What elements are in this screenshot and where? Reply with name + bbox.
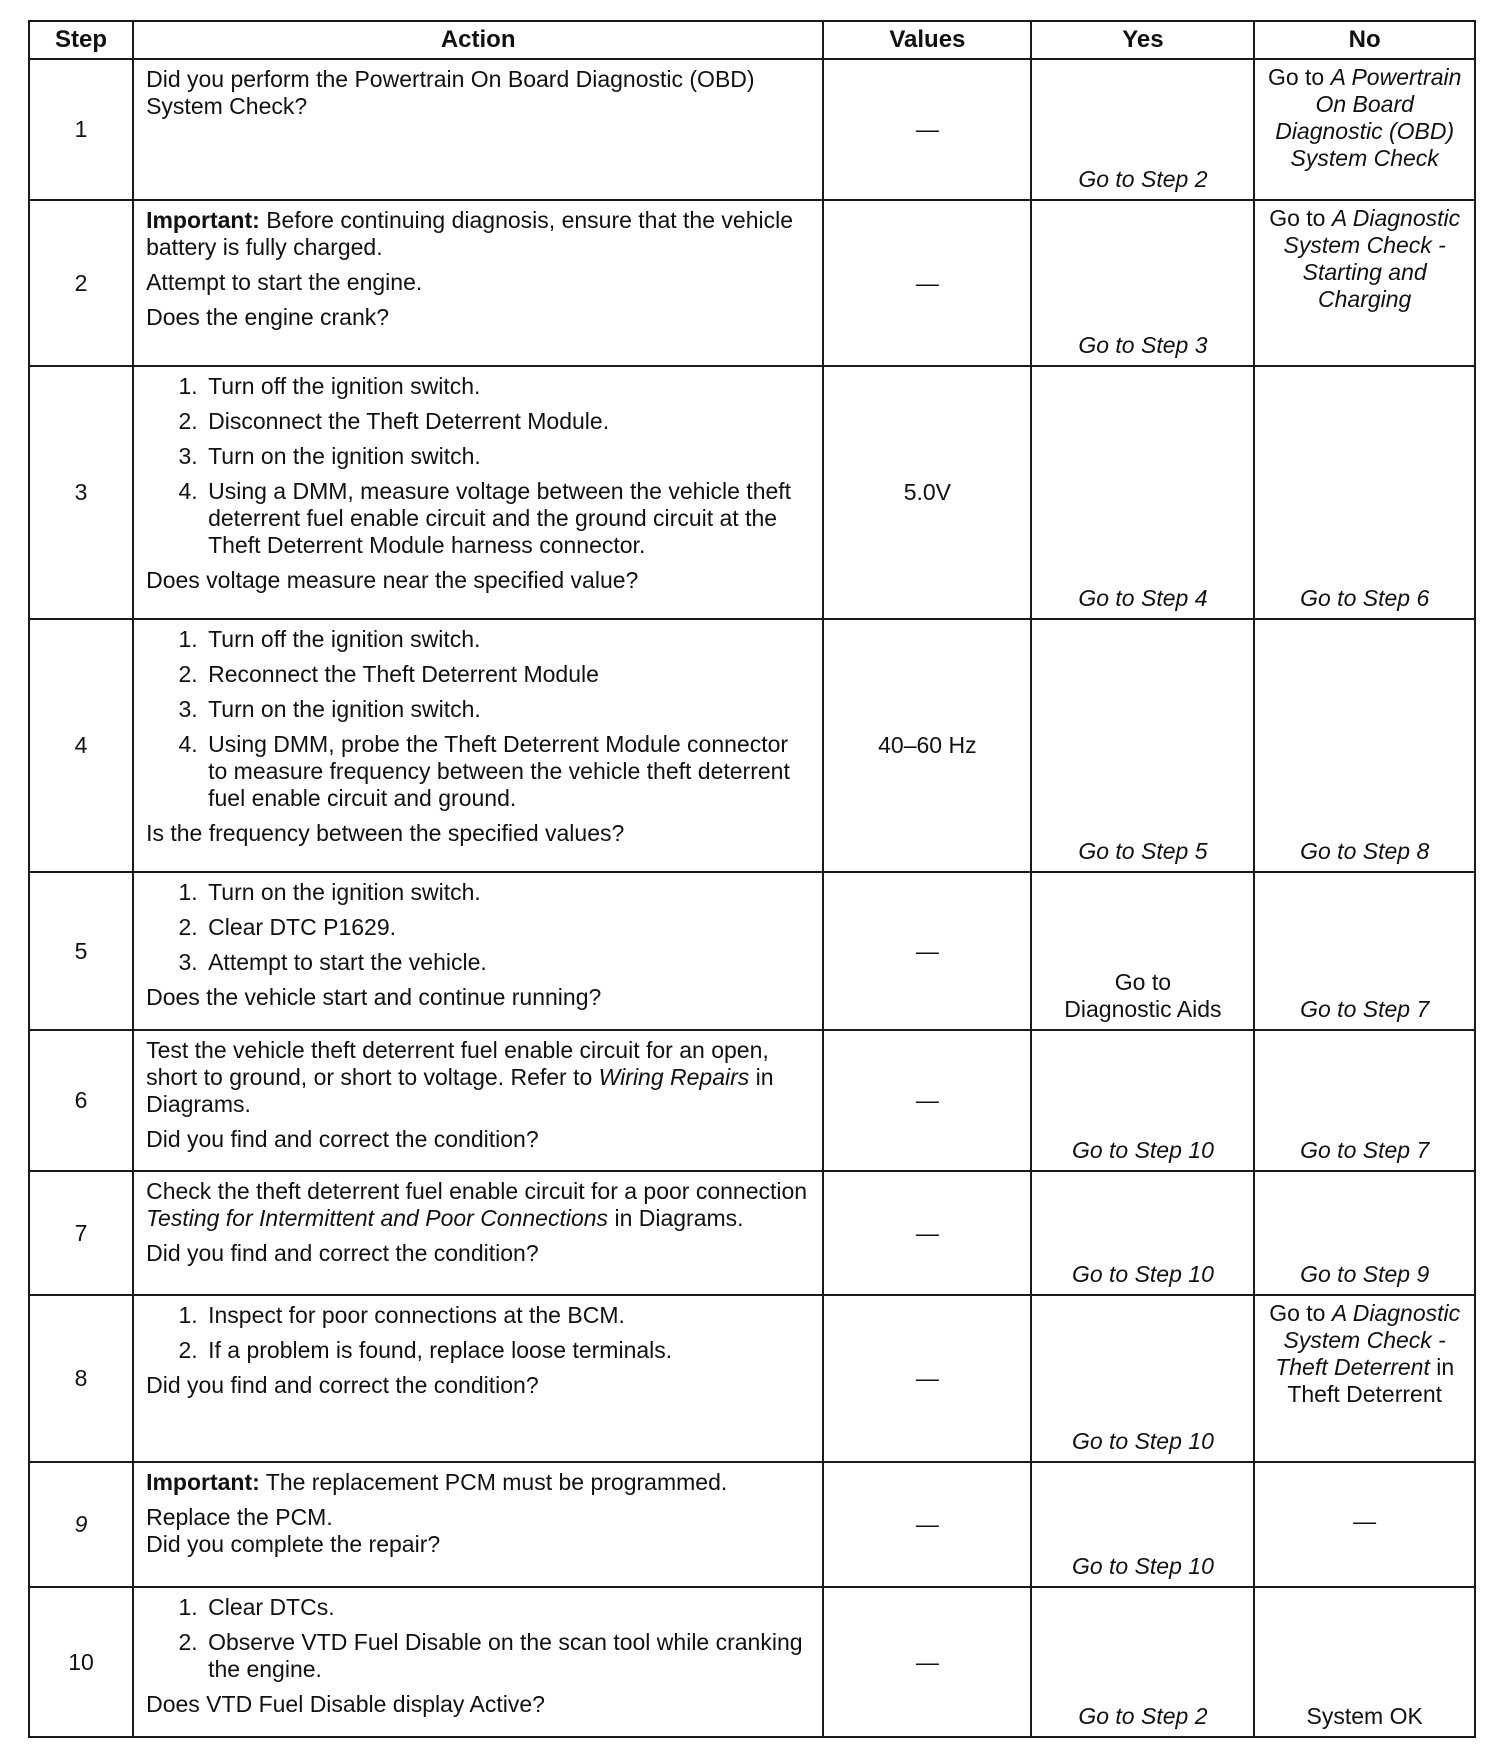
important-note	[146, 207, 812, 261]
no-link[interactable]: Go to Step 9	[1254, 1171, 1475, 1295]
no-link[interactable]	[1254, 59, 1475, 200]
instruction-text: in Diagrams.	[146, 1064, 774, 1118]
table-row	[29, 59, 1475, 200]
step-number: 3	[29, 366, 133, 619]
yes-link[interactable]	[1031, 872, 1254, 1030]
important-note	[146, 1469, 812, 1496]
no-link[interactable]: Go to Step 7	[1254, 872, 1475, 1030]
no-result: System OK	[1254, 1587, 1475, 1737]
list-item: 2. Reconnect the Theft Deterrent Module	[204, 661, 812, 688]
instruction-text: Check the theft deterrent fuel enable circuit for a poor connection	[146, 1178, 808, 1205]
step-number: 10	[29, 1587, 133, 1737]
table-row	[29, 1030, 1475, 1171]
action-question: Does voltage measure near the specified value?	[146, 567, 639, 594]
action-question: Did you perform the Powertrain On Board Diagnostic (OBD) System Check?	[146, 66, 755, 119]
header-row	[29, 21, 1475, 59]
no-link[interactable]: Go to Step 6	[1254, 366, 1475, 619]
action-question: Did you complete the repair?	[146, 1530, 441, 1557]
no-link[interactable]	[1254, 200, 1475, 367]
table-row	[29, 366, 1475, 619]
no-value: —	[1254, 1462, 1475, 1588]
value-cell: —	[823, 1462, 1031, 1588]
action-cell	[133, 59, 823, 200]
value-cell: 5.0V	[823, 366, 1031, 619]
step-number: 8	[29, 1295, 133, 1462]
yes-link[interactable]: Go to Step 10	[1031, 1171, 1254, 1295]
table-row	[29, 1462, 1475, 1588]
no-link[interactable]	[1254, 1295, 1475, 1462]
yes-link[interactable]: Go to Step 5	[1031, 619, 1254, 872]
no-link[interactable]: Go to Step 8	[1254, 619, 1475, 872]
action-cell	[133, 1462, 823, 1588]
value-cell: —	[823, 1030, 1031, 1171]
list-item: 3. Turn on the ignition switch.	[204, 443, 812, 470]
value-cell: —	[823, 872, 1031, 1030]
list-item: 4. Using a DMM, measure voltage between the vehicle theft deterrent fuel enable circuit and the ground circuit at the Theft Deterrent Module harness connector.	[204, 478, 812, 559]
table-row	[29, 1171, 1475, 1295]
no-link-suffix: in Theft Deterrent	[1287, 1354, 1455, 1408]
list-item: 3. Turn on the ignition switch.	[204, 696, 812, 723]
list-item: 4. Using DMM, probe the Theft Deterrent Module connector to measure frequency between the vehicle theft deterrent fuel enable circuit and ground.	[204, 731, 812, 812]
table-row	[29, 1587, 1475, 1737]
action-steps-list	[146, 879, 812, 976]
important-label: Important:	[146, 206, 260, 233]
list-item: 2. If a problem is found, replace loose terminals.	[204, 1337, 812, 1364]
no-link[interactable]: Go to Step 7	[1254, 1030, 1475, 1171]
no-link-prefix: Go to	[1269, 204, 1332, 231]
action-cell	[133, 1587, 823, 1737]
yes-link[interactable]: Go to Step 10	[1031, 1030, 1254, 1171]
action-cell	[133, 366, 823, 619]
important-text: The replacement PCM must be programmed.	[259, 1468, 728, 1495]
value-cell: —	[823, 1295, 1031, 1462]
value-cell: —	[823, 59, 1031, 200]
yes-link[interactable]: Go to Step 10	[1031, 1295, 1254, 1462]
yes-link-target: Diagnostic Aids	[1064, 996, 1222, 1023]
header-yes: Yes	[1031, 21, 1254, 59]
action-instruction	[146, 1178, 812, 1232]
no-link-target: A Diagnostic System Check - Starting and Charging	[1283, 204, 1461, 312]
list-item: 1. Turn on the ignition switch.	[204, 879, 812, 906]
header-step: Step	[29, 21, 133, 59]
value-cell: —	[823, 1171, 1031, 1295]
action-cell	[133, 619, 823, 872]
yes-link[interactable]: Go to Step 3	[1031, 200, 1254, 367]
no-link-target: A Diagnostic System Check - Theft Deterrent	[1275, 1300, 1461, 1381]
action-question: Is the frequency between the specified values?	[146, 820, 625, 847]
value-cell: —	[823, 200, 1031, 367]
value-cell: —	[823, 1587, 1031, 1737]
yes-link[interactable]: Go to Step 2	[1031, 59, 1254, 200]
action-instruction: Attempt to start the engine.	[146, 268, 423, 295]
diagnostic-table	[28, 20, 1476, 1738]
list-item: 2. Clear DTC P1629.	[204, 914, 812, 941]
step-number: 2	[29, 200, 133, 367]
header-no: No	[1254, 21, 1475, 59]
list-item: 2. Observe VTD Fuel Disable on the scan tool while cranking the engine.	[204, 1629, 812, 1683]
action-cell	[133, 872, 823, 1030]
action-cell	[133, 1295, 823, 1462]
action-question: Did you find and correct the condition?	[146, 1126, 539, 1153]
action-instruction: Replace the PCM.	[146, 1503, 333, 1530]
action-question: Does the vehicle start and continue running?	[146, 984, 602, 1011]
step-number: 5	[29, 872, 133, 1030]
table-row	[29, 619, 1475, 872]
action-question: Did you find and correct the condition?	[146, 1372, 539, 1399]
instruction-text: in Diagrams.	[608, 1205, 744, 1232]
action-steps-list	[146, 1594, 812, 1683]
important-text: Before continuing diagnosis, ensure that the vehicle battery is fully charged.	[146, 206, 793, 260]
table-row	[29, 200, 1475, 367]
instruction-text: Test the vehicle theft deterrent fuel enable circuit for an open, short to ground, or short to voltage. Refer to	[146, 1037, 769, 1091]
no-link-prefix: Go to	[1267, 64, 1331, 90]
step-number: 1	[29, 59, 133, 200]
list-item: 1. Clear DTCs.	[204, 1594, 812, 1621]
action-instruction	[146, 1037, 812, 1118]
action-question: Does VTD Fuel Disable display Active?	[146, 1691, 545, 1718]
action-cell	[133, 1171, 823, 1295]
header-values: Values	[823, 21, 1031, 59]
yes-link[interactable]: Go to Step 4	[1031, 366, 1254, 619]
header-action: Action	[133, 21, 823, 59]
step-number: 7	[29, 1171, 133, 1295]
action-steps-list	[146, 626, 812, 812]
action-question: Does the engine crank?	[146, 303, 390, 330]
value-cell: 40–60 Hz	[823, 619, 1031, 872]
action-steps-list	[146, 1302, 812, 1364]
list-item: 3. Attempt to start the vehicle.	[204, 949, 812, 976]
action-cell	[133, 1030, 823, 1171]
action-question: Did you find and correct the condition?	[146, 1240, 539, 1267]
step-number: 4	[29, 619, 133, 872]
reference-link[interactable]: Testing for Intermittent and Poor Connections	[146, 1205, 609, 1232]
list-item: 1. Turn off the ignition switch.	[204, 626, 812, 653]
step-number: 9	[29, 1462, 133, 1588]
list-item: 1. Turn off the ignition switch.	[204, 373, 812, 400]
important-label: Important:	[146, 1468, 260, 1495]
yes-link-prefix: Go to	[1114, 969, 1172, 996]
action-cell	[133, 200, 823, 367]
list-item: 1. Inspect for poor connections at the BCM.	[204, 1302, 812, 1329]
yes-link[interactable]: Go to Step 2	[1031, 1587, 1254, 1737]
step-number: 6	[29, 1030, 133, 1171]
no-link-prefix: Go to	[1269, 1300, 1332, 1327]
action-steps-list	[146, 373, 812, 559]
yes-link[interactable]: Go to Step 10	[1031, 1462, 1254, 1588]
table-row	[29, 1295, 1475, 1462]
no-link-target: A Powertrain On Board Diagnostic (OBD) System Check	[1275, 64, 1462, 171]
table-row	[29, 872, 1475, 1030]
reference-link[interactable]: Wiring Repairs	[598, 1064, 750, 1091]
list-item: 2. Disconnect the Theft Deterrent Module.	[204, 408, 812, 435]
